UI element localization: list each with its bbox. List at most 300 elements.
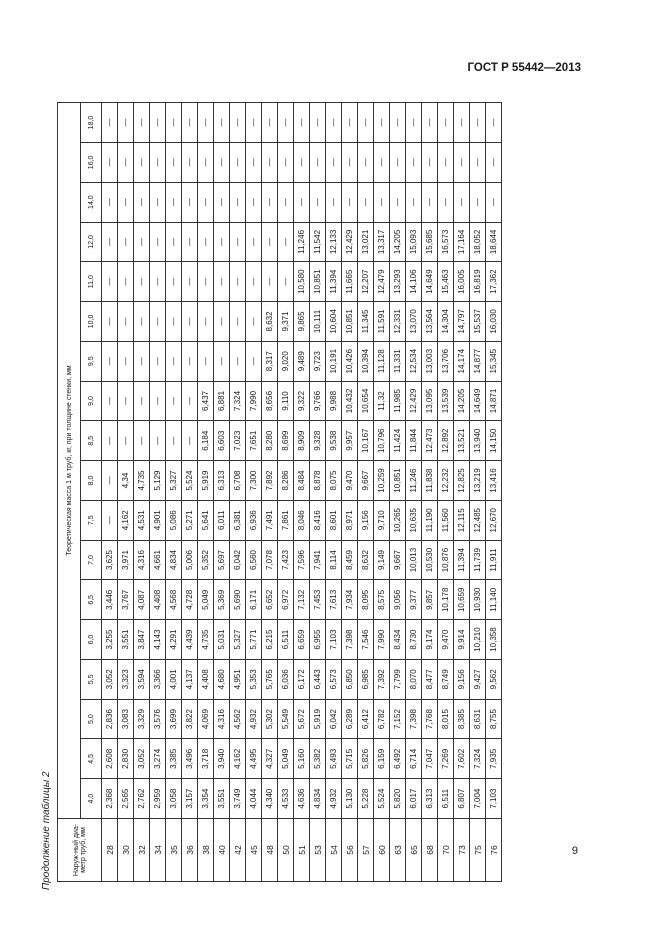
mass-cell: 3,940 [214,739,230,779]
mass-cell: 7,004 [470,779,486,819]
mass-cell: 5,327 [166,461,182,501]
mass-cell: 8,730 [406,620,422,660]
mass-cell: 3,083 [118,699,134,739]
mass-cell: 6,850 [342,659,358,699]
mass-cell: 10,851 [342,302,358,342]
mass-cell: 7,398 [342,620,358,660]
mass-cell: — [134,381,150,421]
mass-cell: — [118,421,134,461]
mass-cell: 3,699 [166,699,182,739]
mass-cell: 9,865 [294,302,310,342]
mass-cell: — [358,142,374,182]
mass-cell: 4,834 [166,540,182,580]
mass-cell: 3,446 [102,580,118,620]
diameter-cell: 73 [454,819,470,882]
mass-cell: 4,562 [230,699,246,739]
mass-cell: 5,352 [198,540,214,580]
mass-cell: — [438,142,454,182]
mass-cell: 8,015 [438,699,454,739]
mass-cell: — [150,262,166,302]
mass-cell: — [246,182,262,222]
mass-cell: 12,331 [390,302,406,342]
table-row [374,103,390,882]
mass-cell: — [102,182,118,222]
mass-cell: 14,797 [454,302,470,342]
mass-cell: 8,286 [278,461,294,501]
mass-cell: 3,847 [134,620,150,660]
mass-cell: — [214,103,230,143]
column-header-thickness: 12,0 [81,222,102,262]
mass-cell: — [134,142,150,182]
mass-cell: 12,892 [438,421,454,461]
diameter-cell: 70 [438,819,454,882]
mass-cell: 5,820 [390,779,406,819]
mass-cell: 8,434 [390,620,406,660]
mass-cell: 7,651 [246,421,262,461]
mass-cell: 4,316 [214,699,230,739]
mass-cell: 12,429 [406,381,422,421]
mass-cell: 18,052 [470,222,486,262]
mass-cell: — [118,341,134,381]
mass-cell: 9,427 [470,659,486,699]
mass-cell: 7,596 [294,540,310,580]
column-header-thickness: 10,0 [81,302,102,342]
mass-cell: 13,003 [422,341,438,381]
mass-cell: — [438,182,454,222]
mass-cell: 8,755 [486,699,502,739]
mass-cell: — [230,302,246,342]
mass-cell: 5,302 [262,699,278,739]
mass-cell: 11,394 [326,262,342,302]
mass-cell: 14,871 [486,381,502,421]
table-row [166,103,182,882]
mass-cell: 10,210 [470,620,486,660]
mass-cell: 8,699 [278,421,294,461]
mass-cell: 10,851 [310,262,326,302]
mass-cell: 4,327 [262,739,278,779]
diameter-cell: 42 [230,819,246,882]
mass-cell: 5,353 [246,659,262,699]
diameter-cell: 34 [150,819,166,882]
mass-cell: 6,313 [422,779,438,819]
mass-cell: 7,546 [358,620,374,660]
table-row [486,103,502,882]
mass-cell: 12,473 [422,421,438,461]
mass-cell: 12,479 [374,262,390,302]
mass-cell: 10,432 [342,381,358,421]
mass-cell: 12,825 [454,461,470,501]
table-row [150,103,166,882]
mass-cell: 4,044 [246,779,262,819]
mass-cell: — [470,103,486,143]
table-row [390,103,406,882]
mass-cell: 6,955 [310,620,326,660]
mass-cell: 5,697 [214,540,230,580]
mass-cell: 8,385 [454,699,470,739]
mass-cell: 10,930 [470,580,486,620]
mass-cell: — [166,262,182,302]
mass-cell: 7,398 [406,699,422,739]
mass-cell: — [246,341,262,381]
mass-cell: 4,533 [278,779,294,819]
page-number: 9 [571,845,578,857]
mass-cell: 9,156 [358,500,374,540]
mass-cell: — [278,182,294,222]
mass-cell: 5,130 [342,779,358,819]
mass-cell: 11,985 [390,381,406,421]
mass-cell: — [118,381,134,421]
mass-cell: 4,291 [166,620,182,660]
mass-cell: 9,470 [342,461,358,501]
mass-cell: — [390,182,406,222]
mass-cell: 6,881 [214,381,230,421]
column-header-thickness: 7,0 [81,540,102,580]
column-header-thickness: 14,0 [81,182,102,222]
mass-cell: 6,443 [310,659,326,699]
mass-cell: 6,313 [214,461,230,501]
mass-cell: — [102,500,118,540]
mass-cell: 5,049 [278,739,294,779]
mass-cell: — [470,182,486,222]
mass-cell: — [118,142,134,182]
mass-cell: 10,259 [374,461,390,501]
mass-cell: — [310,182,326,222]
diameter-cell: 35 [166,819,182,882]
mass-cell: 6,652 [262,580,278,620]
mass-cell: — [182,182,198,222]
mass-cell: 14,304 [438,302,454,342]
mass-cell: 8,575 [374,580,390,620]
table-row [182,103,198,882]
mass-cell: 3,496 [182,739,198,779]
mass-cell: 5,641 [198,500,214,540]
mass-cell: — [118,222,134,262]
mass-cell: — [390,142,406,182]
mass-cell: — [150,341,166,381]
column-header-thickness: 6,0 [81,620,102,660]
mass-cell: 8,749 [438,659,454,699]
diameter-cell: 63 [390,819,406,882]
mass-cell: 4,735 [134,461,150,501]
table-row [406,103,422,882]
mass-cell: — [150,142,166,182]
mass-cell: 6,172 [294,659,310,699]
mass-cell: 11,32 [374,381,390,421]
mass-cell: 6,708 [230,461,246,501]
mass-cell: 4,162 [118,500,134,540]
mass-cell: — [406,103,422,143]
mass-cell: — [166,341,182,381]
mass-cell: — [262,103,278,143]
mass-cell: 6,042 [326,699,342,739]
mass-cell: 6,511 [278,620,294,660]
mass-cell: 11,190 [422,500,438,540]
mass-cell: 13,416 [486,461,502,501]
mass-table [57,102,502,882]
mass-cell: 3,594 [134,659,150,699]
mass-cell: 7,103 [326,620,342,660]
mass-cell: 5,327 [230,620,246,660]
mass-cell: — [198,142,214,182]
mass-cell: — [198,222,214,262]
mass-cell: 13,021 [358,222,374,262]
table-row [310,103,326,882]
standard-header: ГОСТ Р 55442—2013 [467,62,581,74]
mass-cell: 10,530 [422,540,438,580]
mass-cell: — [454,182,470,222]
mass-cell: 7,935 [486,739,502,779]
mass-cell: 9,020 [278,341,294,381]
mass-cell: 6,573 [326,659,342,699]
header-row-group [58,103,81,882]
mass-cell: — [310,142,326,182]
mass-cell: 9,156 [454,659,470,699]
mass-cell: 4,951 [230,659,246,699]
mass-cell: 9,371 [278,302,294,342]
mass-cell: 15,345 [486,341,502,381]
mass-cell: 4,901 [150,500,166,540]
mass-cell: 7,103 [486,779,502,819]
mass-cell: 7,324 [230,381,246,421]
mass-cell: — [454,103,470,143]
mass-cell: — [214,262,230,302]
mass-cell: 4,531 [134,500,150,540]
mass-cell: 3,551 [214,779,230,819]
mass-cell: — [294,103,310,143]
mass-cell: 7,934 [342,580,358,620]
mass-cell: 5,672 [294,699,310,739]
mass-cell: — [102,262,118,302]
mass-cell: 6,042 [230,540,246,580]
mass-cell: — [198,302,214,342]
mass-cell: 6,492 [390,739,406,779]
mass-cell: 3,625 [102,540,118,580]
mass-cell: 7,453 [310,580,326,620]
mass-cell: 5,382 [310,739,326,779]
mass-cell: 9,489 [294,341,310,381]
mass-cell: — [166,222,182,262]
mass-cell: 3,052 [134,739,150,779]
group-header: Теоретическая масса 1 м труб, кг, при толщине стенки, мм [58,103,81,819]
mass-cell: 9,957 [342,421,358,461]
mass-cell: 11,838 [422,461,438,501]
mass-cell: 4,735 [198,620,214,660]
mass-cell: — [134,421,150,461]
mass-cell: — [134,341,150,381]
mass-cell: 7,990 [246,381,262,421]
mass-cell: — [102,381,118,421]
table-row [230,103,246,882]
mass-cell: 4,137 [182,659,198,699]
mass-cell: — [374,103,390,143]
mass-cell: 12,133 [326,222,342,262]
mass-cell: 3,366 [150,659,166,699]
mass-cell: 4,568 [166,580,182,620]
mass-cell: 13,940 [470,421,486,461]
mass-cell: 13,095 [422,381,438,421]
column-header-thickness: 11,0 [81,262,102,302]
mass-cell: 8,656 [262,381,278,421]
mass-cell: 8,280 [262,421,278,461]
mass-cell: — [102,421,118,461]
mass-cell: 5,031 [214,620,230,660]
mass-cell: 6,936 [246,500,262,540]
mass-cell: — [486,142,502,182]
mass-cell: 5,369 [214,580,230,620]
mass-cell: 5,690 [230,580,246,620]
mass-cell: 13,070 [406,302,422,342]
mass-cell: 11,394 [454,540,470,580]
mass-cell: — [422,182,438,222]
mass-cell: — [262,142,278,182]
mass-cell: 9,723 [310,341,326,381]
mass-cell: 9,914 [454,620,470,660]
diameter-cell: 51 [294,819,310,882]
table-row [214,103,230,882]
mass-cell: 11,140 [486,580,502,620]
mass-cell: — [422,142,438,182]
mass-cell: 7,324 [470,739,486,779]
mass-cell: — [102,103,118,143]
column-header-thickness: 9,0 [81,381,102,421]
mass-cell: 3,749 [230,779,246,819]
mass-cell: 12,429 [342,222,358,262]
column-header-thickness: 8,5 [81,421,102,461]
mass-cell: — [246,142,262,182]
mass-cell: 2,959 [150,779,166,819]
mass-cell: — [406,182,422,222]
mass-cell: 11,331 [390,341,406,381]
mass-cell: 4,932 [246,699,262,739]
mass-cell: 7,768 [422,699,438,739]
mass-cell: 16,573 [438,222,454,262]
mass-cell: 5,524 [374,779,390,819]
mass-cell: 4,728 [182,580,198,620]
mass-cell: 10,426 [342,341,358,381]
mass-cell: 16,005 [454,262,470,302]
mass-cell: — [214,182,230,222]
mass-cell: — [230,142,246,182]
mass-cell: 8,477 [422,659,438,699]
mass-cell: 3,323 [118,659,134,699]
diameter-cell: 50 [278,819,294,882]
mass-cell: — [486,103,502,143]
mass-cell: — [278,222,294,262]
mass-cell: 6,184 [198,421,214,461]
mass-cell: 10,876 [438,540,454,580]
table-row [438,103,454,882]
mass-cell: 6,437 [198,381,214,421]
mass-cell: — [374,182,390,222]
mass-cell: 7,300 [246,461,262,501]
mass-cell: 5,271 [182,500,198,540]
mass-cell: — [358,182,374,222]
mass-cell: 2,762 [134,779,150,819]
mass-cell: — [102,302,118,342]
mass-cell: — [198,182,214,222]
column-header-thickness: 9,5 [81,341,102,381]
mass-cell: 7,941 [310,540,326,580]
mass-cell: 6,511 [438,779,454,819]
mass-cell: — [246,103,262,143]
column-header-thickness: 4,0 [81,779,102,819]
mass-cell: 6,985 [358,659,374,699]
column-header-thickness: 7,5 [81,500,102,540]
mass-cell: — [246,222,262,262]
mass-cell: 10,191 [326,341,342,381]
mass-cell: 5,919 [310,699,326,739]
table-continuation-caption: Продолжение таблицы 2 [41,771,52,890]
table-row [262,103,278,882]
mass-cell: 10,013 [406,540,422,580]
mass-cell: 13,706 [438,341,454,381]
mass-cell: — [118,103,134,143]
mass-cell: — [182,103,198,143]
mass-cell: 13,219 [470,461,486,501]
mass-cell: 13,317 [374,222,390,262]
column-header-thickness: 6,5 [81,580,102,620]
diameter-cell: 32 [134,819,150,882]
mass-cell: 17,164 [454,222,470,262]
mass-cell: — [166,103,182,143]
mass-cell: 10,580 [294,262,310,302]
mass-cell: — [134,262,150,302]
mass-cell: — [150,182,166,222]
mass-cell: — [198,262,214,302]
diameter-cell: 38 [198,819,214,882]
mass-cell: — [278,103,294,143]
mass-cell: — [214,222,230,262]
mass-cell: 8,459 [342,540,358,580]
mass-cell: — [150,381,166,421]
diameter-cell: 68 [422,819,438,882]
mass-cell: 9,766 [310,381,326,421]
mass-cell: — [118,262,134,302]
mass-cell: 10,358 [486,620,502,660]
mass-cell: — [182,302,198,342]
mass-cell: — [278,142,294,182]
mass-cell: 9,322 [294,381,310,421]
mass-cell: 14,174 [454,341,470,381]
mass-cell: 3,718 [198,739,214,779]
mass-cell: 4,932 [326,779,342,819]
mass-cell: 8,075 [326,461,342,501]
mass-cell: 8,114 [326,540,342,580]
mass-cell: 7,078 [262,540,278,580]
mass-cell: 8,416 [310,500,326,540]
mass-cell: — [262,262,278,302]
table-body [102,103,502,882]
mass-cell: 14,205 [454,381,470,421]
mass-cell: 9,562 [486,659,502,699]
mass-cell: 12,207 [358,262,374,302]
mass-cell: 7,602 [454,739,470,779]
mass-cell: 6,659 [294,620,310,660]
mass-cell: — [406,142,422,182]
mass-cell: 10,111 [310,302,326,342]
mass-cell: — [214,341,230,381]
header-row-thickness [81,103,102,882]
mass-cell: — [326,103,342,143]
mass-cell: 9,110 [278,381,294,421]
mass-cell: — [134,182,150,222]
column-header-thickness: 5,0 [81,699,102,739]
mass-cell: 6,289 [342,699,358,739]
mass-cell: — [182,222,198,262]
diameter-cell: 75 [470,819,486,882]
mass-cell: 11,128 [374,341,390,381]
mass-cell: 6,714 [406,739,422,779]
